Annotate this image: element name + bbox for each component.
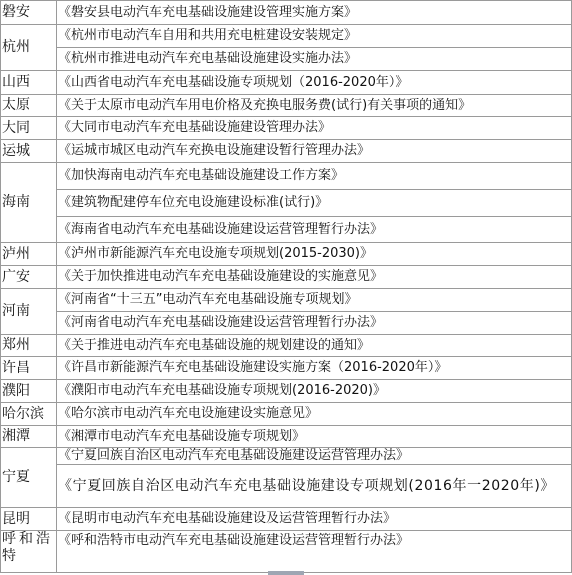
document-cell: 《建筑物配建停车位充电设施建设标准(试行)》 — [57, 190, 572, 217]
document-cell: 《杭州市推进电动汽车充电基础设施建设实施办法》 — [57, 48, 572, 71]
city-cell: 太原 — [1, 95, 57, 117]
city-cell: 大同 — [1, 117, 57, 140]
table-row — [1, 163, 572, 190]
document-cell: 《大同市电动汽车充电基础设施建设管理办法》 — [57, 117, 572, 140]
city-cell: 海南 — [1, 163, 57, 243]
document-cell: 《濮阳市电动汽车充电基础设施专项规划(2016-2020)》 — [57, 380, 572, 403]
document-cell: 《加快海南电动汽车充电基础设施建设工作方案》 — [57, 163, 572, 190]
table-row — [1, 380, 572, 403]
document-cell: 《山西省电动汽车充电基础设施专项规划（2016-2020年）》 — [57, 71, 572, 95]
document-cell: 《昆明市电动汽车充电基础设施建设及运营管理暂行办法》 — [57, 508, 572, 531]
document-cell: 《杭州市电动汽车自用和共用充电桩建设安装规定》 — [57, 25, 572, 48]
scroll-indicator — [268, 571, 304, 575]
table-row — [1, 48, 572, 71]
city-cell: 河南 — [1, 289, 57, 335]
city-cell: 泸州 — [1, 243, 57, 266]
table-row — [1, 95, 572, 117]
city-cell: 昆明 — [1, 508, 57, 531]
document-cell: 《河南省“十三五”电动汽车充电基础设施专项规划》 — [57, 289, 572, 312]
city-cell: 呼和浩特 — [1, 531, 57, 573]
document-cell: 《关于加快推进电动汽车充电基础设施建设的实施意见》 — [57, 266, 572, 289]
table-row — [1, 71, 572, 95]
document-cell: 《哈尔滨市电动汽车充电设施建设实施意见》 — [57, 403, 572, 426]
table-row — [1, 117, 572, 140]
table-row — [1, 1, 572, 25]
table-row — [1, 243, 572, 266]
table-row — [1, 25, 572, 48]
table-row — [1, 140, 572, 163]
table-row — [1, 312, 572, 335]
table-row — [1, 217, 572, 243]
table-row — [1, 266, 572, 289]
city-cell: 湘潭 — [1, 426, 57, 448]
document-cell: 《河南省电动汽车充电基础设施建设运营管理暂行办法》 — [57, 312, 572, 335]
document-cell: 《泸州市新能源汽车充电设施专项规划(2015-2030)》 — [57, 243, 572, 266]
city-cell: 山西 — [1, 71, 57, 95]
table-row — [1, 335, 572, 357]
document-cell: 《呼和浩特市电动汽车充电基础设施建设运营管理暂行办法》 — [57, 531, 572, 573]
city-cell: 哈尔滨 — [1, 403, 57, 426]
city-cell: 许昌 — [1, 357, 57, 380]
table-row — [1, 357, 572, 380]
document-cell: 《磐安县电动汽车充电基础设施建设管理实施方案》 — [57, 1, 572, 25]
city-cell: 杭州 — [1, 25, 57, 71]
document-cell: 《湘潭市电动汽车充电基础设施专项规划》 — [57, 426, 572, 448]
city-cell: 濮阳 — [1, 380, 57, 403]
table-row — [1, 190, 572, 217]
document-cell: 《宁夏回族自治区电动汽车充电基础设施建设运营管理办法》 — [57, 448, 572, 465]
document-cell: 《关于推进电动汽车充电基础设施的规划建设的通知》 — [57, 335, 572, 357]
city-cell: 郑州 — [1, 335, 57, 357]
table-row — [1, 508, 572, 531]
table-row — [1, 448, 572, 465]
table-row — [1, 465, 572, 508]
table-row — [1, 403, 572, 426]
table-row — [1, 289, 572, 312]
document-cell: 《宁夏回族自治区电动汽车充电基础设施建设专项规划(2016年一2020年)》 — [57, 465, 572, 508]
document-cell: 《运城市城区电动汽车充换电设施建设暂行管理办法》 — [57, 140, 572, 163]
city-cell: 运城 — [1, 140, 57, 163]
table-row — [1, 426, 572, 448]
table-row — [1, 531, 572, 573]
document-cell: 《关于太原市电动汽车用电价格及充换电服务费(试行)有关事项的通知》 — [57, 95, 572, 117]
city-cell: 广安 — [1, 266, 57, 289]
city-cell: 磐安 — [1, 1, 57, 25]
document-cell: 《许昌市新能源汽车充电基础设施建设实施方案（2016-2020年）》 — [57, 357, 572, 380]
city-cell: 宁夏 — [1, 448, 57, 508]
document-cell: 《海南省电动汽车充电基础设施建设运营管理暂行办法》 — [57, 217, 572, 243]
